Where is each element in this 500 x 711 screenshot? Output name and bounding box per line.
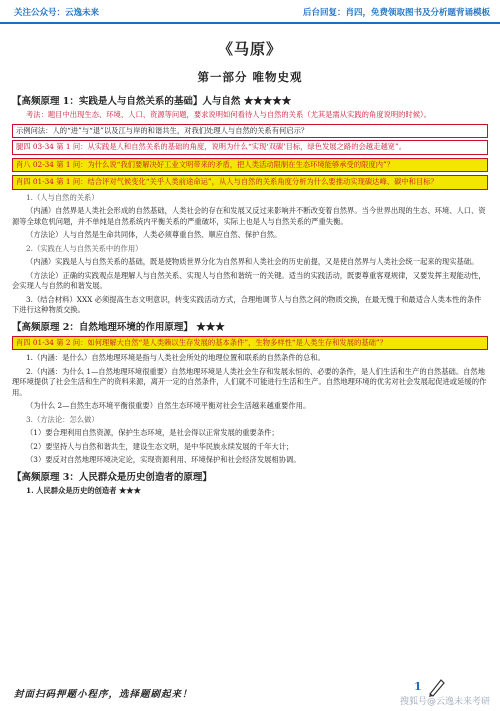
star-rating: ★★★★★ [243, 96, 292, 107]
section-heading-2 [12, 319, 488, 333]
item-title: 3.（方法论：怎么做） [26, 414, 99, 424]
header-left-text: 关注公众号：云逸未来 [14, 8, 100, 18]
document-body [12, 26, 488, 499]
exam-method-label: 考法： [26, 110, 48, 119]
section-tag: 【高频原理 1：实践是人与自然关系的基础】 [12, 96, 203, 107]
section-heading-1 [12, 93, 488, 107]
top-header-bar [0, 0, 500, 24]
list-item: （3）要反对自然地理环境决定论，实现资源利用、环境保护和社会经济发展相协调。 [26, 455, 301, 464]
page-number: 1 [414, 680, 422, 693]
section-heading-3 [12, 469, 488, 483]
star-rating: ★★★ [118, 485, 141, 495]
item-paragraph: 3.（结合材料）XXX 必须提高生态文明意识，转变实践活动方式，合理地调节人与自然之间的物质交换，在最无愧于和最适合人类本性的条件下进行这种物质交换。 [12, 294, 482, 314]
example-question: 示例问法：人的“进”与“退”以及江与岸的和谐共生，对我们处理人与自然的关系有何启示？ [12, 124, 488, 139]
star-rating: ★★★ [196, 321, 225, 333]
item-paragraph: （内涵）自然界是人类社会形成的自然基础，人类社会的存在和发展又反过来影响并不断改变着自然界。当今世界出现的生态、环境、人口、资源等全球危机问题，并不单纯是自然系统内平衡关系的严重破坏，实际上也是人与自然关系的严重失衡。 [12, 206, 486, 226]
header-right-text: 后台回复：肖四，免费领取图书及分析题背诵模板 [302, 8, 490, 18]
highlighted-question: 肖八 02-34 第 1 问：为什么说“我们要解决好工业文明带来的矛盾，把人类活动限制在生态环境能够承受的限度内”？ [12, 158, 488, 173]
exam-method-text: 题目中出现生态、环境、人口、资源等问题，要求说明如何看待人与自然的关系（尤其是需从实践的角度说明的时候）。 [47, 110, 431, 119]
exam-question-ref: 腿四 03-34 第 1 问：从实践是人和自然关系的基础的角度，说明为什么“实现‘双碳’目标，绿色发展之路的会越走越宽”。 [12, 140, 488, 155]
item-paragraph: （方法论）正确的实践观点是理解人与自然关系、实现人与自然和谐统一的关键。适当的实践活动，既要尊重客观规律，又要发挥主观能动性，会实现人与自然的和谐发展。 [12, 270, 486, 290]
item-paragraph: 1.（内涵：是什么）自然地理环境是指与人类社会所处的地理位置和联系的自然条件的总和。 [26, 353, 325, 362]
item-paragraph: 2.（内涵：为什么 1—自然地理环境很重要）自然地理环境是人类社会生存和发展永恒的、必要的条件，是人们生活和生产的自然基础。自然地理环境提供了社会生活和生产的资料来源，离开一定的自然条件，人们就不可能进行生活和生产。自然地理环境的优劣对社会发展起促进或延缓的作用。 [12, 366, 487, 397]
item-title: 2.（实践在人与自然关系中的作用） [26, 243, 143, 253]
part-title: 第一部分 唯物史观 [197, 70, 303, 84]
highlighted-question: 肖四 01-34 第 1 问：结合评对气候变化“关乎人类前途命运”，从人与自然的关系角度分析为什么要推动实现碳达峰、碳中和目标？ [12, 175, 488, 190]
item-paragraph: （内涵）实践是人与自然关系的基础，既是使物质世界分化为自然界和人类社会的历史前提，又是使自然界与人类社会统一起来的现实基础。 [26, 257, 479, 266]
item-paragraph: （为什么 2—自然生态环境平衡很重要）自然生态环境平衡对社会生活越来越重要作用。 [26, 401, 311, 410]
section-tail: 人与自然 [202, 96, 241, 107]
section-tag: 【高频原理 3：人民群众是历史创造者的原理】 [12, 471, 212, 483]
list-item: （1）要合理利用自然资源，保护生态环境，是社会得以正常发展的重要条件； [26, 428, 279, 437]
subsection-title [12, 486, 488, 497]
document-title: 《马原》 [217, 40, 282, 58]
footer-slogan: 封面扫码押题小程序，选择题刷起来！ [14, 689, 193, 700]
watermark: 搜狐号@云逸未来考研 [399, 697, 490, 707]
highlighted-question: 肖四 01-34 第 2 问：如何理解大自然“是人类赖以生存发展的基本条件”，生物多样性“是人类生存和发展的基础”？ [12, 336, 488, 351]
section-tag: 【高频原理 2：自然地理环境的作用原理】 [12, 321, 193, 333]
item-title: 1.（人与自然的关系） [26, 192, 99, 202]
subsection-text: 1. 人民群众是历史的创造者 [26, 485, 117, 495]
list-item: （2）要坚持人与自然和谐共生，建设生态文明，是中华民族永续发展的千年大计； [26, 441, 294, 451]
item-paragraph: （方法论）人与自然是生命共同体，人类必须尊重自然、顺应自然、保护自然。 [26, 230, 282, 239]
exam-method [12, 110, 488, 121]
